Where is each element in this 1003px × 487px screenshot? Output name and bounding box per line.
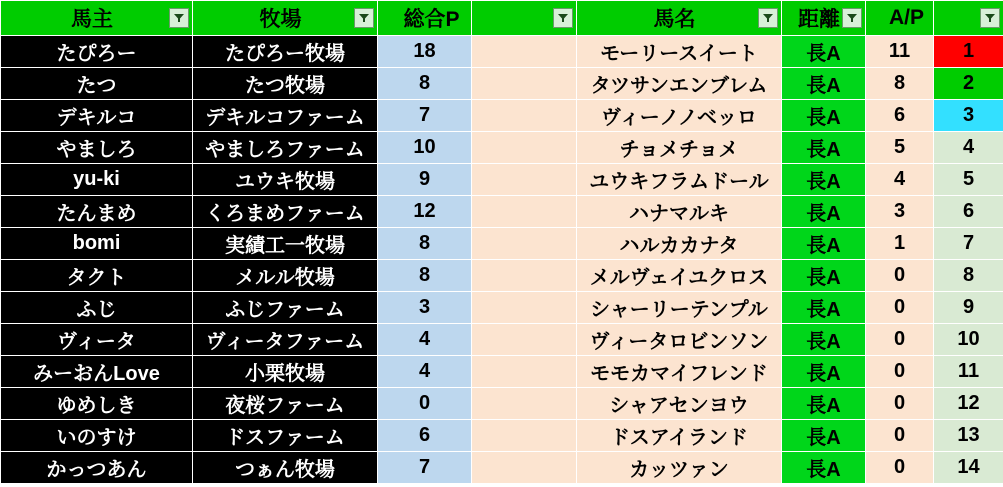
column-header-owner [1,1,193,36]
filter-icon-blank[interactable] [553,8,573,28]
cell-owner[interactable]: いのすけ [1,420,193,452]
table-row [1,324,1003,356]
cell-ap[interactable]: 0 [866,292,934,324]
cell-total-p[interactable]: 8 [378,228,472,260]
column-header-distance [782,1,866,36]
cell-blank[interactable] [472,100,577,132]
cell-farm[interactable]: メルル牧場 [193,260,378,292]
column-header-total-p [378,1,472,36]
cell-horse-name[interactable]: タツサンエンブレム [577,68,782,100]
cell-rank[interactable]: 7 [934,228,1003,260]
cell-farm[interactable]: つぁん牧場 [193,452,378,484]
cell-farm[interactable]: たぴろー牧場 [193,36,378,68]
cell-ap[interactable]: 1 [866,228,934,260]
cell-owner[interactable]: たんまめ [1,196,193,228]
cell-total-p[interactable]: 10 [378,132,472,164]
cell-ap[interactable]: 6 [866,100,934,132]
column-header-farm [193,1,378,36]
cell-total-p[interactable]: 0 [378,388,472,420]
cell-rank[interactable]: 12 [934,388,1003,420]
cell-total-p[interactable]: 18 [378,36,472,68]
cell-distance[interactable]: 長A [782,36,866,68]
filter-icon-farm[interactable] [354,8,374,28]
cell-distance[interactable]: 長A [782,260,866,292]
column-header-owner-label: 馬主 [71,8,113,31]
column-header-ap-label: A/P [888,6,924,29]
cell-blank[interactable] [472,68,577,100]
cell-ap[interactable]: 3 [866,196,934,228]
cell-distance[interactable]: 長A [782,356,866,388]
cell-rank[interactable]: 9 [934,292,1003,324]
table-row [1,100,1003,132]
cell-rank[interactable]: 1 [934,36,1003,68]
table-row [1,356,1003,388]
cell-horse-name[interactable]: ヴィーノノベッロ [577,100,782,132]
cell-rank[interactable]: 5 [934,164,1003,196]
column-header-horse-name [577,1,782,36]
cell-ap[interactable]: 0 [866,324,934,356]
column-header-distance-label: 距離 [798,8,840,31]
cell-horse-name[interactable]: チョメチョメ [577,132,782,164]
table-row [1,164,1003,196]
cell-farm[interactable]: たつ牧場 [193,68,378,100]
cell-owner[interactable]: ゆめしき [1,388,193,420]
cell-distance[interactable]: 長A [782,388,866,420]
cell-total-p[interactable]: 4 [378,356,472,388]
cell-ap[interactable]: 0 [866,260,934,292]
column-header-blank [472,1,577,36]
filter-icon-rank[interactable] [980,8,1000,28]
table-row [1,68,1003,100]
cell-owner[interactable]: ふじ [1,292,193,324]
cell-blank[interactable] [472,388,577,420]
cell-distance[interactable]: 長A [782,420,866,452]
cell-total-p[interactable]: 12 [378,196,472,228]
cell-horse-name[interactable]: モモカマイフレンド [577,356,782,388]
cell-rank[interactable]: 3 [934,100,1003,132]
cell-horse-name[interactable]: カッツァン [577,452,782,484]
cell-blank[interactable] [472,356,577,388]
cell-rank[interactable]: 11 [934,356,1003,388]
cell-blank[interactable] [472,164,577,196]
cell-ap[interactable]: 4 [866,164,934,196]
cell-horse-name[interactable]: メルヴェイユクロス [577,260,782,292]
cell-blank[interactable] [472,36,577,68]
cell-owner[interactable]: たつ [1,68,193,100]
cell-distance[interactable]: 長A [782,196,866,228]
column-header-ap [866,1,934,36]
cell-horse-name[interactable]: モーリースイート [577,36,782,68]
table-row [1,260,1003,292]
cell-owner[interactable]: デキルコ [1,100,193,132]
cell-rank[interactable]: 8 [934,260,1003,292]
table-row [1,132,1003,164]
table-row [1,452,1003,484]
cell-owner[interactable]: yu-ki [1,164,193,196]
cell-rank[interactable]: 6 [934,196,1003,228]
column-header-total-p-label: 総合P [403,8,460,31]
cell-blank[interactable] [472,260,577,292]
cell-distance[interactable]: 長A [782,324,866,356]
cell-owner[interactable]: みーおんLove [1,356,193,388]
cell-blank[interactable] [472,292,577,324]
cell-ap[interactable]: 0 [866,420,934,452]
cell-ap[interactable]: 5 [866,132,934,164]
cell-farm[interactable]: ドスファーム [193,420,378,452]
cell-farm[interactable]: やましろファーム [193,132,378,164]
cell-owner[interactable]: かっつあん [1,452,193,484]
table-row [1,228,1003,260]
table-row [1,388,1003,420]
table-row [1,420,1003,452]
cell-rank[interactable]: 13 [934,420,1003,452]
filter-icon-distance[interactable] [842,8,862,28]
cell-blank[interactable] [472,132,577,164]
cell-distance[interactable]: 長A [782,68,866,100]
cell-ap[interactable]: 0 [866,356,934,388]
cell-farm[interactable]: 夜桜ファーム [193,388,378,420]
cell-distance[interactable]: 長A [782,132,866,164]
cell-farm[interactable]: ふじファーム [193,292,378,324]
column-header-rank [934,1,1003,36]
cell-farm[interactable]: 小栗牧場 [193,356,378,388]
cell-rank[interactable]: 2 [934,68,1003,100]
cell-horse-name[interactable]: シャアセンヨウ [577,388,782,420]
cell-distance[interactable]: 長A [782,164,866,196]
table-row [1,36,1003,68]
cell-total-p[interactable]: 9 [378,164,472,196]
cell-owner[interactable]: ヴィータ [1,324,193,356]
filter-icon-owner[interactable] [169,8,189,28]
table-row [1,196,1003,228]
table-header-row [1,1,1003,36]
cell-owner[interactable]: タクト [1,260,193,292]
cell-total-p[interactable]: 8 [378,68,472,100]
table-row [1,292,1003,324]
cell-blank[interactable] [472,452,577,484]
cell-farm[interactable]: 実績工一牧場 [193,228,378,260]
cell-blank[interactable] [472,196,577,228]
cell-ap[interactable]: 8 [866,68,934,100]
cell-distance[interactable]: 長A [782,228,866,260]
cell-blank[interactable] [472,228,577,260]
cell-owner[interactable]: たぴろー [1,36,193,68]
cell-horse-name[interactable]: ユウキフラムドール [577,164,782,196]
cell-distance[interactable]: 長A [782,292,866,324]
cell-total-p[interactable]: 8 [378,260,472,292]
cell-horse-name[interactable]: ハルカカナタ [577,228,782,260]
cell-horse-name[interactable]: シャーリーテンプル [577,292,782,324]
cell-total-p[interactable]: 4 [378,324,472,356]
cell-blank[interactable] [472,324,577,356]
cell-total-p[interactable]: 3 [378,292,472,324]
cell-ap[interactable]: 0 [866,388,934,420]
column-header-farm-label: 牧場 [259,8,302,31]
cell-distance[interactable]: 長A [782,100,866,132]
filter-icon-horse-name[interactable] [758,8,778,28]
cell-farm[interactable]: くろまめファーム [193,196,378,228]
cell-ap[interactable]: 11 [866,36,934,68]
cell-horse-name[interactable]: ヴィータロビンソン [577,324,782,356]
cell-farm[interactable]: ヴィータファーム [193,324,378,356]
cell-rank[interactable]: 14 [934,452,1003,484]
table-body [1,36,1003,484]
cell-total-p[interactable]: 7 [378,100,472,132]
cell-rank[interactable]: 4 [934,132,1003,164]
cell-total-p[interactable]: 7 [378,452,472,484]
cell-farm[interactable]: ユウキ牧場 [193,164,378,196]
cell-farm[interactable]: デキルコファーム [193,100,378,132]
cell-total-p[interactable]: 6 [378,420,472,452]
cell-owner[interactable]: bomi [1,228,193,260]
cell-horse-name[interactable]: ドスアイランド [577,420,782,452]
cell-rank[interactable]: 10 [934,324,1003,356]
cell-ap[interactable]: 0 [866,452,934,484]
cell-distance[interactable]: 長A [782,452,866,484]
column-header-horse-name-label: 馬名 [653,8,696,31]
cell-owner[interactable]: やましろ [1,132,193,164]
cell-horse-name[interactable]: ハナマルキ [577,196,782,228]
cell-blank[interactable] [472,420,577,452]
